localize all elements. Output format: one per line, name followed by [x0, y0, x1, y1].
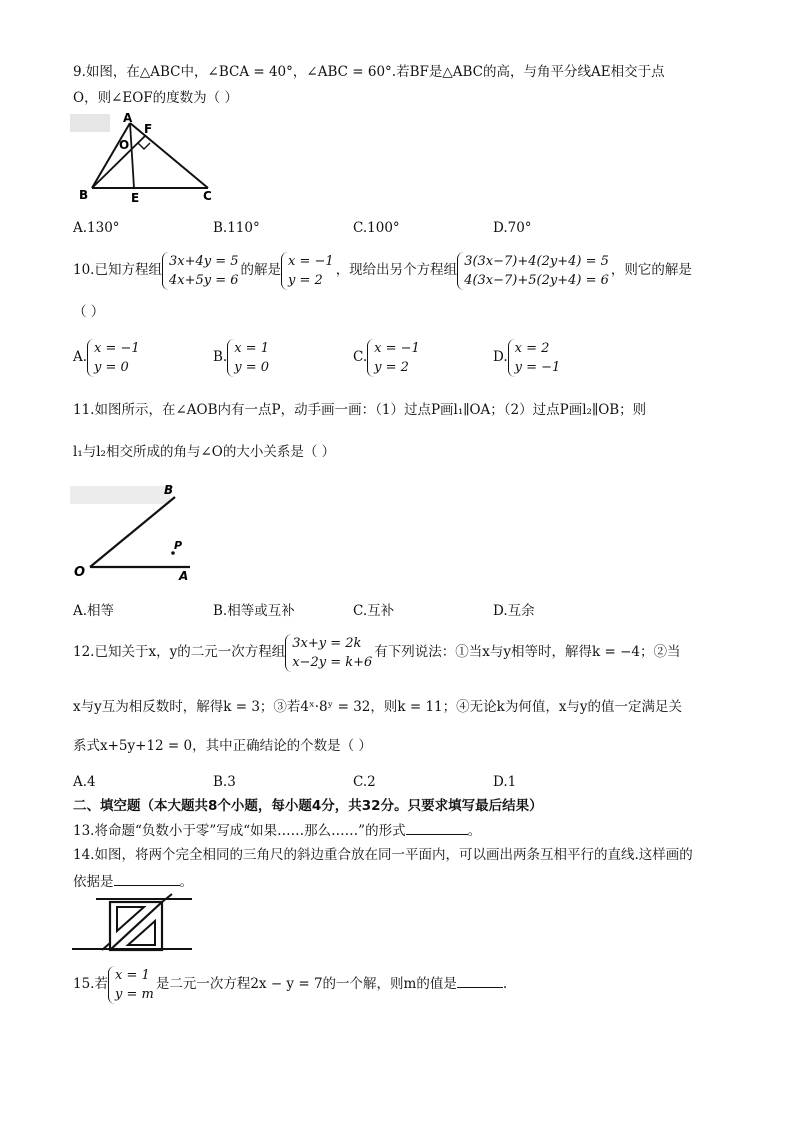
q10-option-c [353, 336, 422, 378]
q10-system-2-eq2: 4(3x−7)+5(2y+4) = 6 [464, 272, 609, 288]
q9-text: 9.如图，在△ABC中，∠BCA = 40°，∠ABC = 60°.若BF是△ABC的高，与角平分线AE相交于点 [73, 64, 665, 80]
q10-option-a-y: y = 0 [94, 359, 129, 375]
q10-option-d-label: D. [493, 349, 508, 365]
q9-label-a: A [123, 111, 133, 125]
q10-option-b-y: y = 0 [234, 359, 269, 375]
q10-option-c-system [367, 339, 422, 377]
q11-option-d: D.互余 [493, 603, 535, 619]
q11-text: 11.如图所示，在∠AOB内有一点P，动手画一画：（1）过点P画l₁∥OA；（2）过点P画l₂∥OB；则 [73, 402, 647, 418]
q9-option-d: D.70° [493, 220, 532, 236]
q9-option-b: B.110° [213, 220, 260, 236]
q10-given-solution [281, 252, 336, 290]
q9-label-f: F [144, 122, 153, 136]
q10-system-1-eq2: 4x+5y = 6 [168, 272, 239, 288]
q10-option-c-y: y = 2 [374, 359, 409, 375]
q9-option-c: C.100° [353, 220, 400, 236]
q9-label-b: B [79, 188, 89, 202]
q10-option-d-system [508, 339, 563, 377]
q12-option-b: B.3 [213, 774, 236, 790]
q9-label-o: O [119, 138, 130, 152]
q10-system-1 [162, 252, 241, 290]
q9-label-c: C [203, 189, 212, 203]
q15-system-y: y = m [114, 986, 154, 1002]
q10-option-a-x: x = −1 [94, 340, 140, 356]
q10-system-2-eq1: 3(3x−7)+4(2y+4) = 5 [464, 253, 609, 269]
q12-prefix: 12.已知关于x，y的二元一次方程组 [73, 644, 286, 660]
q15-system-x: x = 1 [114, 967, 150, 983]
q10-paren: （ ） [73, 304, 105, 320]
q10-mid-2: ，现给出另个方程组 [335, 262, 458, 278]
q12-text-2: x与y互为相反数时，解得k = 3；③若4ˣ·8ʸ = 32，则k = 11；④无论k为何值，x与y的值一定满足关 [73, 699, 683, 715]
q12-system-eq1: 3x+y = 2k [292, 635, 362, 651]
section-2-title: 二、填空题（本大题共8个小题，每小题4分，共32分。只要求填写最后结果） [73, 798, 543, 814]
q11-angle-figure [70, 480, 200, 584]
q14-text-2: 依据是 [73, 874, 114, 890]
q11-label-a: A [179, 569, 189, 583]
q15-end: . [502, 976, 508, 992]
q10-system-1-eq1: 3x+4y = 5 [168, 253, 239, 269]
q10-option-d-x: x = 2 [514, 340, 550, 356]
q10-system-2 [457, 252, 611, 290]
q9-triangle-figure [70, 110, 220, 206]
q12-line [73, 631, 680, 673]
q14-line-2 [73, 871, 193, 892]
q9-label-e: E [131, 191, 140, 205]
q12-text-3: 系式x+5y+12 = 0，其中正确结论的个数是（ ） [73, 738, 372, 754]
q12-option-d: D.1 [493, 774, 517, 790]
q10-option-b-system [227, 339, 271, 377]
q11-option-c: C.互补 [353, 603, 395, 619]
q10-line [73, 249, 692, 291]
q9-text-2: O，则∠EOF的度数为（ ） [73, 90, 238, 106]
q10-option-b-x: x = 1 [234, 340, 269, 356]
q11-label-b: B [164, 483, 174, 497]
q13-end: 。 [467, 823, 482, 839]
q10-option-a-label: A. [73, 349, 88, 365]
q11-label-o: O [74, 565, 86, 580]
q10-option-d [493, 336, 562, 378]
q10-prefix: 10.已知方程组 [73, 262, 162, 278]
q12-option-c: C.2 [353, 774, 376, 790]
q13-line [73, 820, 481, 841]
q14-end: 。 [179, 874, 193, 890]
q15-line [73, 963, 507, 1005]
q10-option-d-y: y = −1 [514, 359, 561, 375]
q12-system-eq2: x−2y = k+6 [292, 654, 373, 670]
q12-system [285, 634, 374, 672]
q10-option-a-system [87, 339, 142, 377]
q11-option-b: B.相等或互补 [213, 603, 295, 619]
q11-label-p: P [174, 539, 183, 552]
q15-answer-blank[interactable] [457, 973, 503, 988]
q10-option-b-label: B. [213, 349, 228, 365]
q10-option-b [213, 336, 271, 378]
q15-system [108, 966, 156, 1004]
q10-suffix: ，则它的解是 [610, 262, 692, 278]
q11-option-a: A.相等 [73, 603, 115, 619]
q15-prefix: 15.若 [73, 976, 108, 992]
q15-suffix: 是二元一次方程2x − y = 7的一个解，则m的值是 [155, 976, 457, 992]
q13-text: 13.将命题“负数小于零”写成“如果……那么……”的形式 [73, 823, 406, 839]
q10-option-c-x: x = −1 [374, 340, 420, 356]
q10-option-a [73, 336, 142, 378]
q12-suffix: 有下列说法：①当x与y相等时，解得k = −4；②当 [374, 644, 681, 660]
q14-set-squares-figure [72, 893, 196, 957]
q10-option-c-label: C. [353, 349, 368, 365]
q9-option-a: A.130° [73, 220, 120, 236]
q11-text-2: l₁与l₂相交所成的角与∠O的大小关系是（ ） [73, 444, 336, 460]
q14-text: 14.如图，将两个完全相同的三角尺的斜边重合放在同一平面内，可以画出两条互相平行的直线.这样画的 [73, 847, 693, 863]
q10-mid: 的解是 [240, 262, 282, 278]
q10-given-solution-x: x = −1 [288, 253, 334, 269]
q12-option-a: A.4 [73, 774, 96, 790]
q14-answer-blank[interactable] [114, 871, 180, 886]
q10-given-solution-y: y = 2 [288, 272, 323, 288]
q13-answer-blank[interactable] [406, 820, 468, 835]
